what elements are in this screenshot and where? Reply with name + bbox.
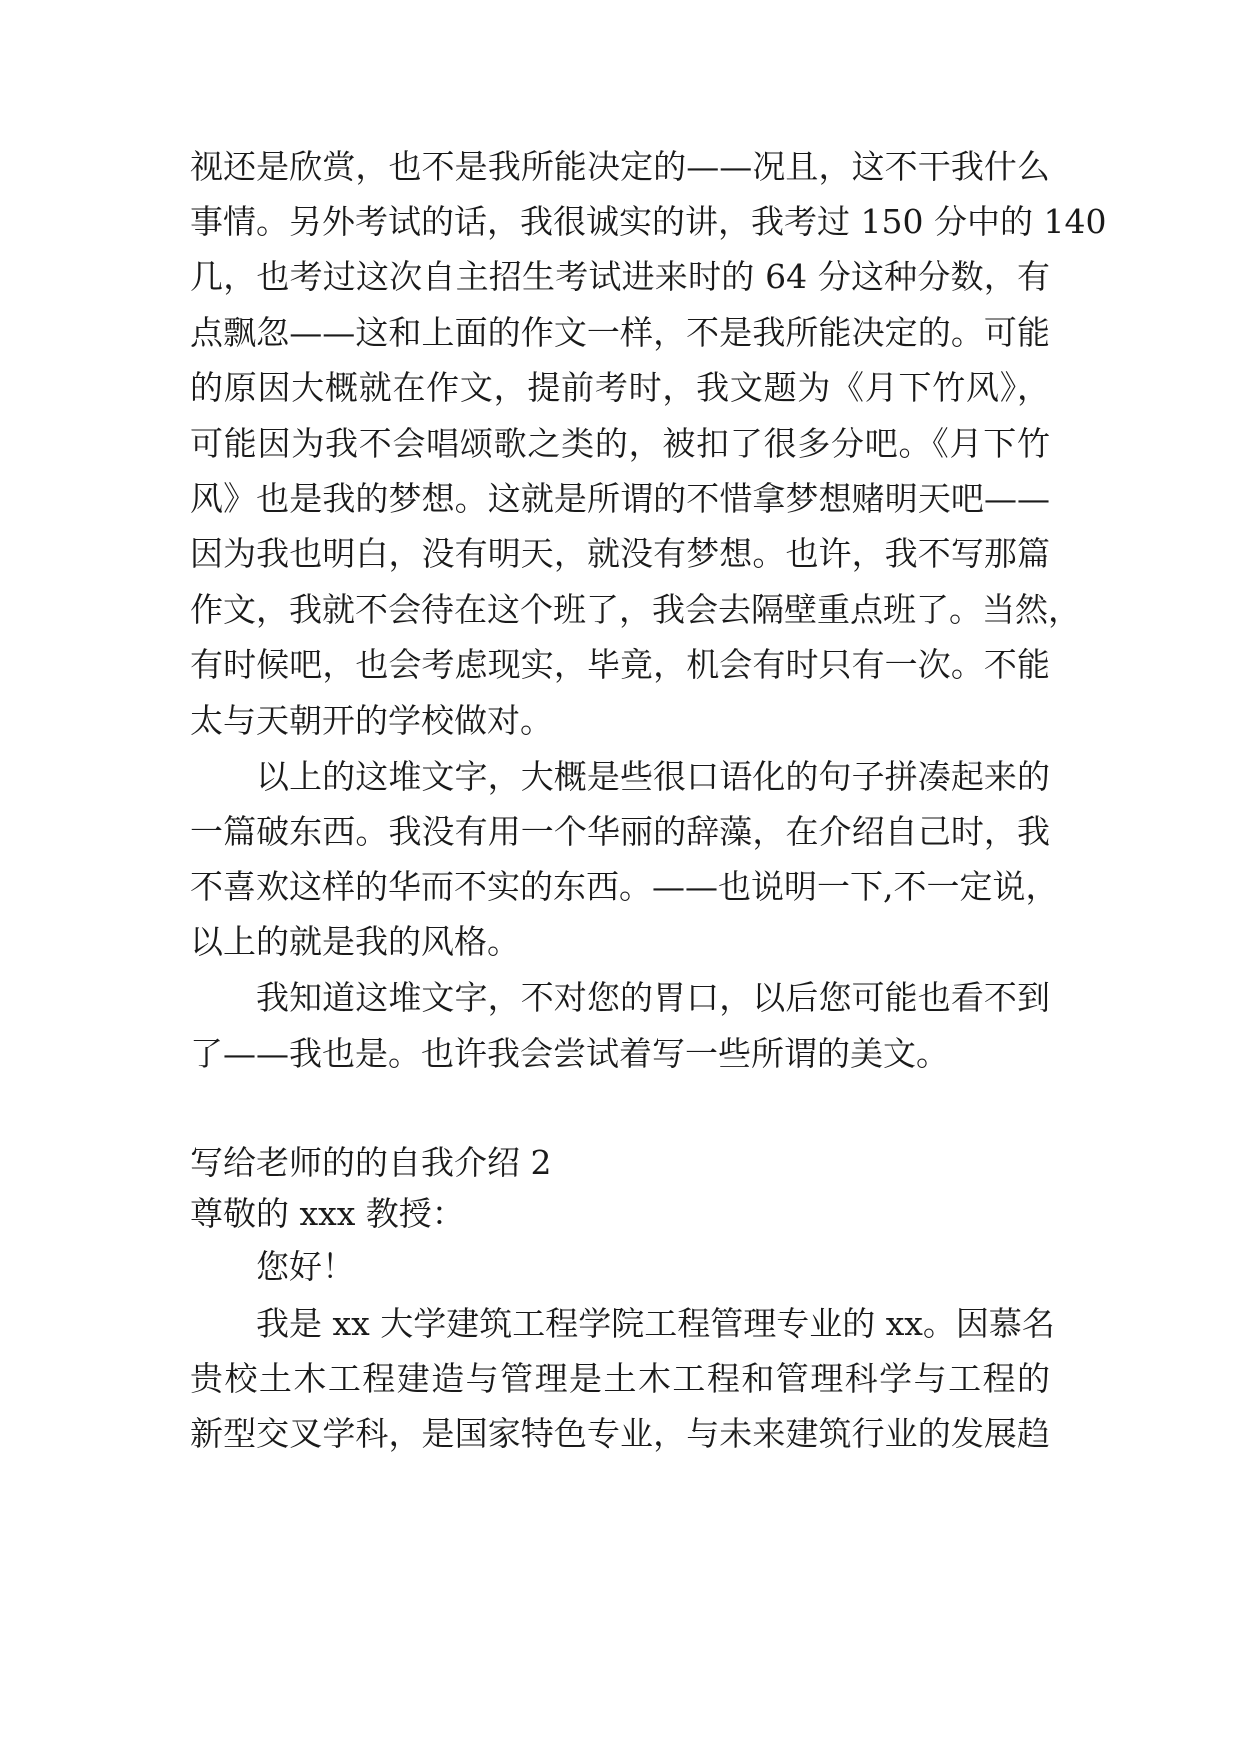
paragraph-line: 几，也考过这次自主招生考试进来时的 64 分这种分数，有 [190, 257, 1050, 296]
paragraph-line: 有时候吧，也会考虑现实，毕竟，机会有时只有一次。不能 [190, 645, 1050, 684]
paragraph-line: 视还是欣赏，也不是我所能决定的——况且，这不干我什么 [190, 147, 1050, 186]
section-title: 写给老师的的自我介绍 2 [190, 1143, 552, 1182]
salutation: 尊敬的 xxx 教授： [190, 1194, 465, 1233]
greeting: 您好！ [256, 1247, 355, 1286]
paragraph-line: 事情。另外考试的话，我很诚实的讲，我考过 150 分中的 140 [190, 202, 1107, 241]
paragraph-line: 的原因大概就在作文，提前考时，我文题为《月下竹风》， [190, 368, 1050, 407]
paragraph-line: 新型交叉学科，是国家特色专业，与未来建筑行业的发展趋 [190, 1414, 1050, 1453]
paragraph-line: 作文，我就不会待在这个班了，我会去隔壁重点班了。当然， [190, 590, 1081, 629]
paragraph-line: 以上的就是我的风格。 [190, 922, 520, 961]
paragraph-line: 不喜欢这样的华而不实的东西。——也说明一下,不一定说， [190, 867, 1059, 906]
paragraph-line: 因为我也明白，没有明天，就没有梦想。也许，我不写那篇 [190, 534, 1050, 573]
paragraph-line: 以上的这堆文字，大概是些很口语化的句子拼凑起来的 [256, 757, 1050, 796]
paragraph-line: 点飘忽——这和上面的作文一样，不是我所能决定的。可能 [190, 313, 1050, 352]
paragraph-line: 一篇破东西。我没有用一个华丽的辞藻，在介绍自己时，我 [190, 812, 1050, 851]
paragraph-line: 可能因为我不会唱颂歌之类的，被扣了很多分吧。《月下竹 [190, 424, 1050, 463]
paragraph-line: 太与天朝开的学校做对。 [190, 701, 553, 740]
paragraph-line: 我是 xx 大学建筑工程学院工程管理专业的 xx。因慕名 [256, 1304, 1055, 1343]
paragraph-line: 贵校土木工程建造与管理是土木工程和管理科学与工程的 [190, 1359, 1050, 1398]
paragraph-line: 我知道这堆文字，不对您的胃口，以后您可能也看不到 [256, 978, 1050, 1017]
paragraph-line: 了——我也是。也许我会尝试着写一些所谓的美文。 [190, 1034, 949, 1073]
paragraph-line: 风》也是我的梦想。这就是所谓的不惜拿梦想赌明天吧—— [190, 479, 1050, 518]
